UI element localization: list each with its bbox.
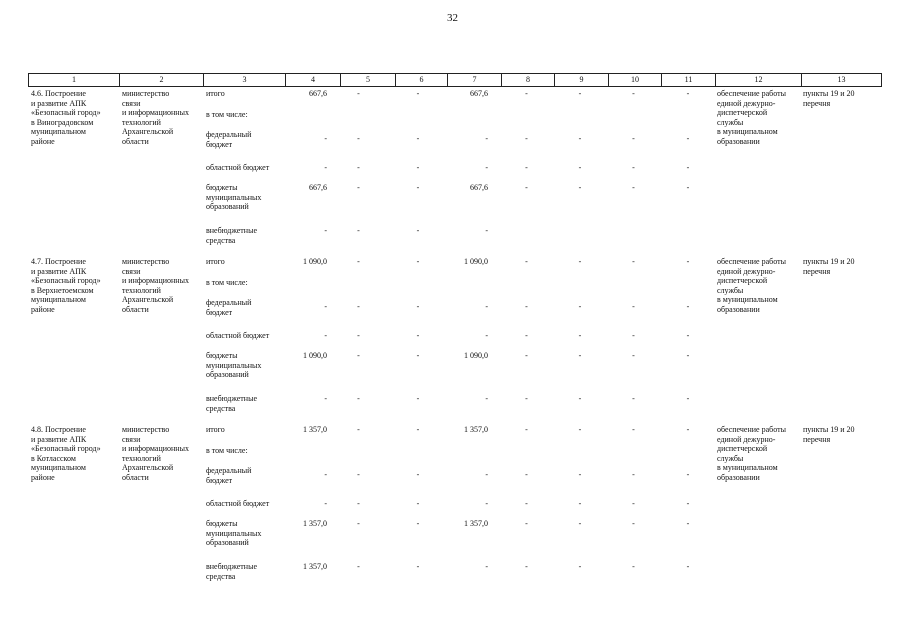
header-cell-1: 1 — [28, 74, 119, 86]
value-cell: - — [686, 89, 690, 98]
header-cell-7: 7 — [447, 74, 501, 86]
event-name: 4.6. Построение и развитие АПК «Безопасный город» в Виноградовском муниципальном районе — [31, 89, 101, 146]
value-cell: - — [525, 425, 528, 434]
value-cell: 1 357,0 — [303, 562, 327, 571]
value-cell: - — [357, 351, 360, 360]
value-cell: - — [324, 394, 327, 403]
value-cell: - — [416, 89, 420, 98]
funding-source-label: областной бюджет — [206, 499, 270, 508]
value-cell: - — [525, 183, 528, 192]
value-cell: - — [324, 226, 327, 235]
value-cell: - — [632, 470, 635, 479]
value-cell: - — [632, 331, 635, 340]
value-cell: - — [632, 519, 635, 528]
header-cell-3: 3 — [203, 74, 285, 86]
value-cell: - — [578, 134, 582, 143]
value-cell: - — [632, 425, 635, 434]
funding-source-label: в том числе: — [206, 110, 248, 119]
value-cell: - — [525, 351, 528, 360]
value-cell: - — [632, 499, 635, 508]
funding-source-label: федеральный бюджет — [206, 130, 252, 149]
value-cell: - — [324, 331, 327, 340]
header-cell-11: 11 — [661, 74, 715, 86]
value-cell: - — [324, 134, 327, 143]
value-cell: - — [686, 470, 690, 479]
value-cell: - — [525, 394, 528, 403]
value-cell: - — [357, 302, 360, 311]
funding-source-label: итого — [206, 89, 225, 98]
executor: министерство связи и информационных технологий Архангельской области — [122, 89, 189, 146]
value-cell: - — [632, 89, 635, 98]
value-cell: - — [578, 163, 582, 172]
value-cell: - — [686, 519, 690, 528]
event-name: 4.8. Построение и развитие АПК «Безопасный город» в Котласском муниципальном районе — [31, 425, 101, 482]
value-cell: 667,6 — [470, 89, 488, 98]
expected-result: обеспечение работы единой дежурно- диспетчерской службы в муниципальном образовании — [717, 257, 786, 314]
value-cell: 1 357,0 — [464, 425, 488, 434]
value-cell: - — [416, 425, 420, 434]
table-header-row — [28, 73, 882, 87]
value-cell: - — [485, 226, 488, 235]
expected-result: обеспечение работы единой дежурно- диспетчерской службы в муниципальном образовании — [717, 89, 786, 146]
header-cell-4: 4 — [285, 74, 340, 86]
header-cell-2: 2 — [119, 74, 203, 86]
expected-result: обеспечение работы единой дежурно- диспетчерской службы в муниципальном образовании — [717, 425, 786, 482]
funding-source-label: внебюджетные средства — [206, 394, 257, 413]
funding-source-label: в том числе: — [206, 446, 248, 455]
value-cell: - — [416, 519, 420, 528]
value-cell: - — [416, 183, 420, 192]
value-cell: - — [525, 331, 528, 340]
value-cell: - — [686, 331, 690, 340]
value-cell: 1 357,0 — [464, 519, 488, 528]
value-cell: - — [578, 425, 582, 434]
funding-source-label: внебюджетные средства — [206, 562, 257, 581]
value-cell: 1 090,0 — [464, 351, 488, 360]
header-cell-12: 12 — [715, 74, 801, 86]
value-cell: - — [485, 394, 488, 403]
value-cell: - — [632, 163, 635, 172]
value-cell: - — [632, 134, 635, 143]
value-cell: - — [485, 163, 488, 172]
value-cell: - — [416, 394, 420, 403]
funding-source-label: бюджеты муниципальных образований — [206, 519, 262, 547]
value-cell: - — [324, 302, 327, 311]
value-cell: - — [485, 302, 488, 311]
value-cell: - — [578, 257, 582, 266]
reference: пункты 19 и 20 перечня — [803, 257, 855, 276]
value-cell: - — [686, 562, 690, 571]
value-cell: - — [578, 89, 582, 98]
value-cell: - — [578, 394, 582, 403]
value-cell: - — [357, 257, 360, 266]
value-cell: - — [416, 226, 420, 235]
value-cell: - — [485, 331, 488, 340]
value-cell: - — [357, 499, 360, 508]
value-cell: 1 090,0 — [303, 257, 327, 266]
value-cell: - — [357, 226, 360, 235]
reference: пункты 19 и 20 перечня — [803, 425, 855, 444]
funding-source-label: областной бюджет — [206, 331, 270, 340]
funding-source-label: бюджеты муниципальных образований — [206, 351, 262, 379]
value-cell: - — [578, 183, 582, 192]
value-cell: - — [324, 470, 327, 479]
value-cell: - — [632, 183, 635, 192]
value-cell: - — [525, 134, 528, 143]
value-cell: - — [357, 425, 360, 434]
header-cell-6: 6 — [395, 74, 447, 86]
value-cell: - — [485, 562, 488, 571]
value-cell: - — [416, 331, 420, 340]
funding-source-label: бюджеты муниципальных образований — [206, 183, 262, 211]
value-cell: - — [686, 394, 690, 403]
value-cell: - — [357, 470, 360, 479]
value-cell: - — [632, 302, 635, 311]
funding-source-label: федеральный бюджет — [206, 298, 252, 317]
value-cell: 1 357,0 — [303, 425, 327, 434]
funding-source-label: в том числе: — [206, 278, 248, 287]
value-cell: 667,6 — [309, 183, 327, 192]
value-cell: - — [578, 562, 582, 571]
value-cell: - — [485, 134, 488, 143]
value-cell: - — [632, 257, 635, 266]
value-cell: - — [357, 183, 360, 192]
value-cell: - — [525, 302, 528, 311]
value-cell: 667,6 — [309, 89, 327, 98]
value-cell: - — [416, 257, 420, 266]
value-cell: - — [357, 89, 360, 98]
value-cell: - — [357, 331, 360, 340]
funding-source-label: итого — [206, 257, 225, 266]
value-cell: - — [686, 183, 690, 192]
value-cell: - — [525, 89, 528, 98]
value-cell: - — [525, 562, 528, 571]
value-cell: - — [632, 562, 635, 571]
value-cell: - — [416, 562, 420, 571]
value-cell: 1 090,0 — [303, 351, 327, 360]
value-cell: - — [416, 351, 420, 360]
header-cell-8: 8 — [501, 74, 554, 86]
value-cell: 667,6 — [470, 183, 488, 192]
value-cell: - — [686, 425, 690, 434]
value-cell: - — [324, 499, 327, 508]
value-cell: - — [578, 331, 582, 340]
value-cell: - — [416, 499, 420, 508]
value-cell: - — [485, 499, 488, 508]
value-cell: - — [632, 394, 635, 403]
value-cell: - — [357, 163, 360, 172]
funding-source-label: итого — [206, 425, 225, 434]
value-cell: - — [686, 351, 690, 360]
value-cell: - — [357, 394, 360, 403]
event-name: 4.7. Построение и развитие АПК «Безопасный город» в Верхнетоемском муниципальном районе — [31, 257, 101, 314]
value-cell: - — [632, 351, 635, 360]
value-cell: - — [416, 163, 420, 172]
value-cell: - — [578, 351, 582, 360]
value-cell: - — [686, 499, 690, 508]
value-cell: 1 357,0 — [303, 519, 327, 528]
executor: министерство связи и информационных технологий Архангельской области — [122, 425, 189, 482]
reference: пункты 19 и 20 перечня — [803, 89, 855, 108]
value-cell: - — [416, 470, 420, 479]
funding-source-label: внебюджетные средства — [206, 226, 257, 245]
value-cell: - — [357, 134, 360, 143]
value-cell: - — [357, 519, 360, 528]
funding-source-label: федеральный бюджет — [206, 466, 252, 485]
value-cell: - — [357, 562, 360, 571]
value-cell: - — [324, 163, 327, 172]
executor: министерство связи и информационных технологий Архангельской области — [122, 257, 189, 314]
value-cell: - — [416, 134, 420, 143]
value-cell: - — [525, 519, 528, 528]
value-cell: - — [686, 257, 690, 266]
value-cell: - — [686, 134, 690, 143]
value-cell: - — [578, 470, 582, 479]
value-cell: - — [525, 470, 528, 479]
value-cell: - — [578, 302, 582, 311]
value-cell: - — [416, 302, 420, 311]
header-cell-5: 5 — [340, 74, 395, 86]
header-cell-9: 9 — [554, 74, 608, 86]
value-cell: - — [578, 519, 582, 528]
value-cell: - — [525, 163, 528, 172]
value-cell: - — [686, 302, 690, 311]
value-cell: - — [578, 499, 582, 508]
header-cell-10: 10 — [608, 74, 661, 86]
funding-source-label: областной бюджет — [206, 163, 270, 172]
value-cell: - — [525, 499, 528, 508]
value-cell: - — [485, 470, 488, 479]
page-number: 32 — [447, 12, 458, 24]
value-cell: 1 090,0 — [464, 257, 488, 266]
value-cell: - — [686, 163, 690, 172]
value-cell: - — [525, 257, 528, 266]
header-cell-13: 13 — [801, 74, 882, 86]
